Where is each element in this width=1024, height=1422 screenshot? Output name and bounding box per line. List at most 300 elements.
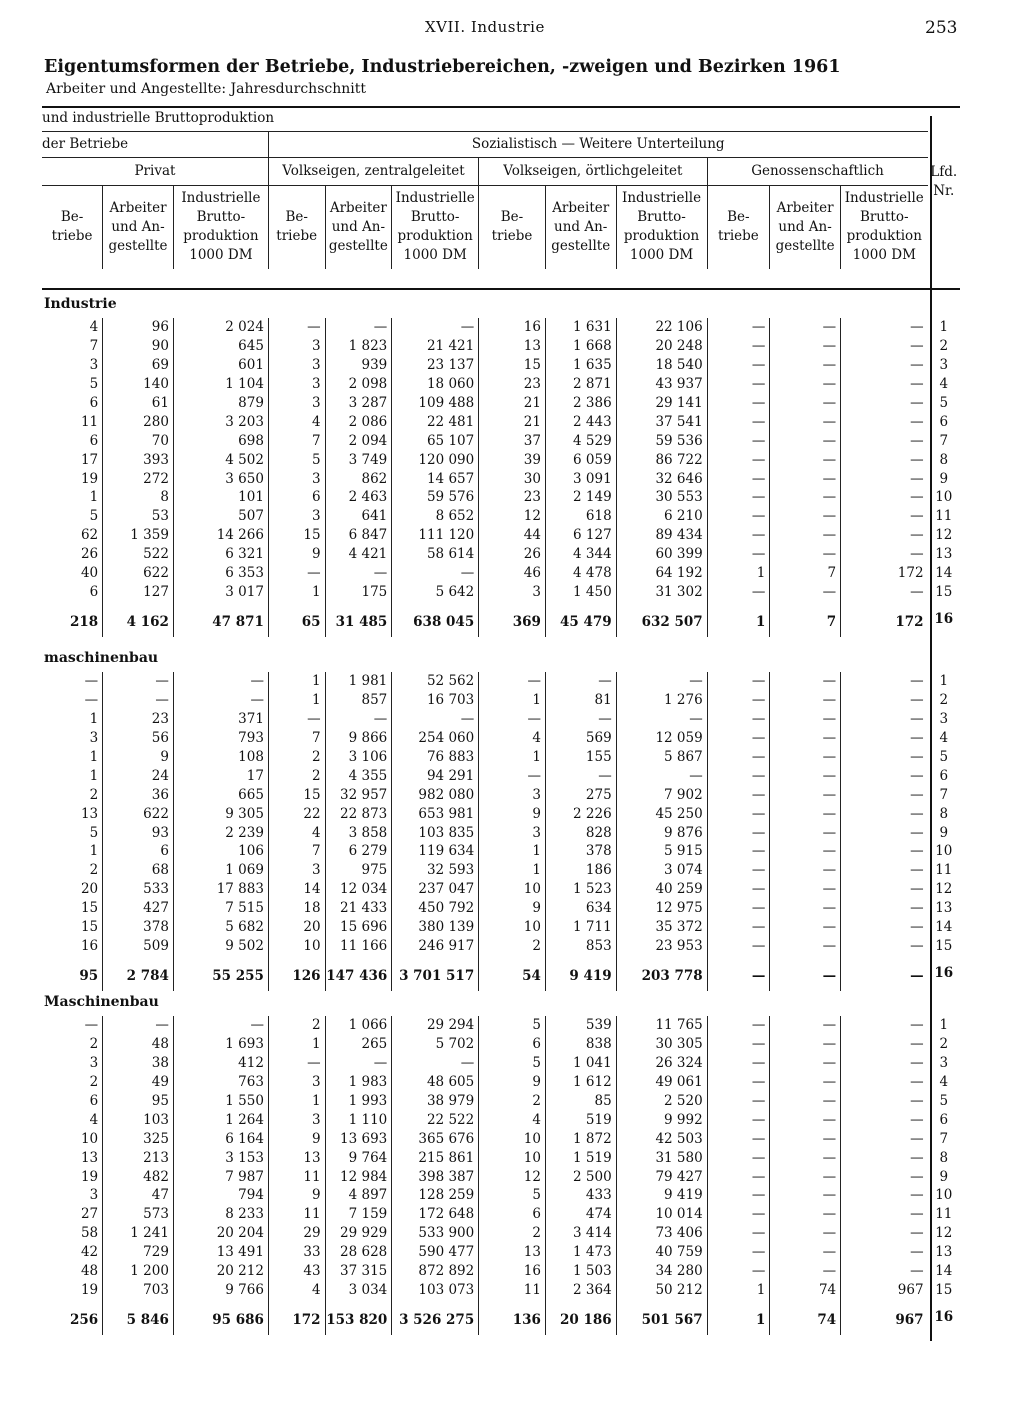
table-title: Eigentumsformen der Betriebe, Industriebereichen, -zweigen und Bezirken 1961 (44, 57, 841, 77)
table-cell: 65 107 (392, 431, 479, 450)
table-cell: 4 344 (545, 545, 616, 564)
table-cell: — (770, 899, 841, 918)
lfd-nr-cell: 9 (939, 470, 949, 487)
table-cell: — (770, 488, 841, 507)
lfd-nr-cell: 12 (935, 881, 953, 898)
group-table (42, 318, 960, 637)
lfd-nr-cell: 3 (939, 711, 949, 728)
table-cell: 85 (545, 1092, 616, 1111)
table-cell: — (841, 431, 928, 450)
table-cell: 103 (103, 1110, 174, 1129)
lfd-nr-cell: 1 (939, 1017, 949, 1034)
lfd-nr-cell: 13 (935, 900, 953, 917)
table-cell: — (707, 748, 770, 767)
table-cell: — (770, 691, 841, 710)
table-cell: — (841, 918, 928, 937)
table-cell: 9 (479, 899, 546, 918)
lfd-nr-cell: 15 (935, 937, 953, 954)
table-cell: 24 (103, 766, 174, 785)
table-row (42, 804, 960, 823)
table-cell: 9 (268, 1129, 325, 1148)
table-cell: 22 (268, 804, 325, 823)
table-cell: 11 166 (325, 936, 392, 955)
table-cell: 507 (173, 507, 268, 526)
table-cell: 522 (103, 545, 174, 564)
table-row (42, 1110, 960, 1129)
table-cell: — (707, 318, 770, 337)
table-cell: 22 106 (616, 318, 707, 337)
table-cell: 3 (479, 823, 546, 842)
table-cell: 369 (479, 601, 546, 637)
table-cell: 13 (479, 1243, 546, 1262)
table-cell: 2 500 (545, 1167, 616, 1186)
table-cell: 5 702 (392, 1035, 479, 1054)
table-cell: 1 (479, 842, 546, 861)
table-cell: — (707, 526, 770, 545)
table-cell: 4 (89, 319, 99, 336)
lfd-nr-cell: 2 (939, 338, 949, 355)
table-cell: 2 149 (545, 488, 616, 507)
table-cell: — (841, 526, 928, 545)
table-cell: — (84, 692, 99, 709)
table-cell: 29 929 (325, 1224, 392, 1243)
table-cell: 7 159 (325, 1205, 392, 1224)
table-cell: — (770, 1224, 841, 1243)
table-cell: 1 (479, 748, 546, 767)
table-cell: — (707, 785, 770, 804)
table-cell: 3 (479, 785, 546, 804)
table-cell: 4 355 (325, 766, 392, 785)
table-cell: — (616, 766, 707, 785)
table-cell: 2 024 (173, 318, 268, 337)
lfd-nr-cell: 10 (935, 843, 953, 860)
header-privat: Privat (42, 157, 268, 185)
table-cell: 50 212 (616, 1280, 707, 1299)
table-cell: 172 (268, 1299, 325, 1335)
table-cell: 31 580 (616, 1148, 707, 1167)
lfd-nr-cell: 15 (935, 583, 953, 600)
table-cell: 35 372 (616, 918, 707, 937)
table-cell: 172 (841, 601, 928, 637)
table-cell: 1 635 (545, 356, 616, 375)
table-cell: 1 (89, 843, 99, 860)
table-cell: — (707, 488, 770, 507)
table-cell: 1 550 (173, 1092, 268, 1111)
table-cell: — (707, 1167, 770, 1186)
table-cell: 21 (479, 412, 546, 431)
table-cell: 213 (103, 1148, 174, 1167)
lfd-nr-cell: 12 (935, 527, 953, 544)
table-cell: — (841, 899, 928, 918)
table-row (42, 899, 960, 918)
table-row (42, 431, 960, 450)
table-cell: — (707, 729, 770, 748)
table-row (42, 729, 960, 748)
table-cell: 6 (103, 842, 174, 861)
table-cell: — (841, 672, 928, 691)
table-cell: 3 (268, 507, 325, 526)
lfd-nr-cell: 6 (939, 413, 949, 430)
table-cell: — (770, 469, 841, 488)
table-cell: 4 162 (103, 601, 174, 637)
table-cell: — (173, 691, 268, 710)
table-cell: 398 387 (392, 1167, 479, 1186)
table-cell: 2 (268, 748, 325, 767)
table-cell: 7 (268, 431, 325, 450)
table-cell: 1 503 (545, 1262, 616, 1281)
table-cell: 10 (268, 936, 325, 955)
table-cell: 1 823 (325, 337, 392, 356)
table-cell: 519 (545, 1110, 616, 1129)
table-cell: 12 (479, 507, 546, 526)
table-cell: 16 (479, 1262, 546, 1281)
table-cell: 58 614 (392, 545, 479, 564)
table-cell: 6 321 (173, 545, 268, 564)
table-cell: 128 259 (392, 1186, 479, 1205)
table-cell: 9 764 (325, 1148, 392, 1167)
lfd-nr-cell: 7 (939, 1130, 949, 1147)
table-cell: 14 (268, 880, 325, 899)
table-cell: 6 847 (325, 526, 392, 545)
table-cell: — (707, 1243, 770, 1262)
lfd-nr-cell: 4 (939, 1074, 949, 1091)
table-cell: — (103, 691, 174, 710)
table-cell: 939 (325, 356, 392, 375)
table-cell: 265 (325, 1035, 392, 1054)
table-row (42, 748, 960, 767)
table-cell: 15 (479, 356, 546, 375)
lfd-nr-cell: 5 (939, 395, 949, 411)
lfd-nr-cell: 5 (939, 1093, 949, 1109)
table-cell: — (770, 1148, 841, 1167)
table-cell: — (707, 861, 770, 880)
lfd-nr-cell: 16 (934, 965, 954, 982)
table-cell: — (325, 710, 392, 729)
table-cell: 11 765 (616, 1016, 707, 1035)
table-cell: — (841, 1186, 928, 1205)
table-cell: — (770, 1092, 841, 1111)
table-cell: — (841, 955, 928, 991)
total-row (42, 601, 960, 637)
header-brutto: Industrielle Brutto- produktion 1000 DM (392, 185, 479, 269)
header-arbeiter: Arbeiter und An- gestellte (103, 185, 174, 269)
table-cell: 7 (770, 564, 841, 583)
table-cell: 46 (479, 564, 546, 583)
table-cell: 2 (89, 1074, 99, 1091)
table-cell: 645 (173, 337, 268, 356)
table-cell: 111 120 (392, 526, 479, 545)
table-cell: 53 (103, 507, 174, 526)
table-cell: 32 646 (616, 469, 707, 488)
table-cell: 5 867 (616, 748, 707, 767)
table-cell: 10 (479, 918, 546, 937)
lfd-nr-cell: 9 (939, 824, 949, 841)
table-cell: 378 (545, 842, 616, 861)
table-cell: — (770, 766, 841, 785)
page-header (0, 14, 1024, 40)
table-cell: 622 (103, 804, 174, 823)
table-cell: — (545, 672, 616, 691)
table-cell: 31 485 (325, 601, 392, 637)
table-row (42, 1280, 960, 1299)
table-cell: 433 (545, 1186, 616, 1205)
table-cell: 378 (103, 918, 174, 937)
table-cell: 106 (173, 842, 268, 861)
table-cell: 1 (268, 1092, 325, 1111)
header-genossenschaftlich: Genossenschaftlich (707, 157, 927, 185)
table-cell: 365 676 (392, 1129, 479, 1148)
group-table (42, 672, 960, 991)
table-cell: — (707, 1054, 770, 1073)
table-cell: 76 883 (392, 748, 479, 767)
table-cell: 237 047 (392, 880, 479, 899)
table-cell: — (707, 766, 770, 785)
table-cell: 9 866 (325, 729, 392, 748)
table-cell: 3 (268, 375, 325, 394)
table-cell: — (770, 431, 841, 450)
table-cell: 136 (479, 1299, 546, 1335)
table-row (42, 1205, 960, 1224)
table-cell: 967 (841, 1299, 928, 1335)
table-cell: 1 612 (545, 1073, 616, 1092)
table-cell: 90 (103, 337, 174, 356)
table-cell: 40 (80, 565, 99, 582)
table-row (42, 582, 960, 601)
table-cell: 37 (479, 431, 546, 450)
table-cell: 14 266 (173, 526, 268, 545)
table-cell: 3 (268, 1110, 325, 1129)
table-cell: — (770, 356, 841, 375)
table-cell: 186 (545, 861, 616, 880)
table-cell: 1 041 (545, 1054, 616, 1073)
table-cell: — (616, 672, 707, 691)
table-cell: — (841, 1262, 928, 1281)
table-cell: 3 074 (616, 861, 707, 880)
table-cell: 101 (173, 488, 268, 507)
table-cell: — (770, 507, 841, 526)
table-cell: — (841, 691, 928, 710)
table-cell: — (841, 507, 928, 526)
table-cell: 16 (80, 937, 99, 954)
table-cell: 1 519 (545, 1148, 616, 1167)
table-cell: 1 523 (545, 880, 616, 899)
table-cell: 13 (268, 1148, 325, 1167)
table-cell: 29 294 (392, 1016, 479, 1035)
table-cell: 1 359 (103, 526, 174, 545)
table-cell: 79 427 (616, 1167, 707, 1186)
table-cell: 8 233 (173, 1205, 268, 1224)
table-cell: — (707, 545, 770, 564)
table-cell: 12 034 (325, 880, 392, 899)
table-cell: 634 (545, 899, 616, 918)
table-cell: 4 (89, 1111, 99, 1128)
table-cell: 5 846 (103, 1299, 174, 1335)
table-cell: 1 200 (103, 1262, 174, 1281)
table-cell: 74 (770, 1299, 841, 1335)
table-cell: 59 536 (616, 431, 707, 450)
table-cell: — (841, 1092, 928, 1111)
table-cell: 48 (103, 1035, 174, 1054)
table-cell: 729 (103, 1243, 174, 1262)
table-cell: 38 (103, 1054, 174, 1073)
table-cell: 21 (479, 394, 546, 413)
table-cell: 641 (325, 507, 392, 526)
table-cell: — (841, 356, 928, 375)
table-cell: 838 (545, 1035, 616, 1054)
table-cell: — (770, 1262, 841, 1281)
table-cell: 4 (479, 729, 546, 748)
table-cell: — (707, 337, 770, 356)
table-cell: — (841, 1110, 928, 1129)
table-cell: 3 (89, 1187, 99, 1204)
table-cell: 653 981 (392, 804, 479, 823)
table-cell: 15 (268, 785, 325, 804)
table-cell: 3 287 (325, 394, 392, 413)
table-cell: — (392, 564, 479, 583)
table-cell: 62 (80, 527, 99, 544)
table-cell: 482 (103, 1167, 174, 1186)
table-cell: 2 871 (545, 375, 616, 394)
table-cell: — (707, 1035, 770, 1054)
table-cell: 15 (80, 919, 99, 936)
lfd-nr-cell: 2 (939, 692, 949, 709)
table-cell: 1 (479, 861, 546, 880)
header-betriebe: Be- triebe (268, 185, 325, 269)
table-cell: — (770, 450, 841, 469)
table-cell: 15 696 (325, 918, 392, 937)
table-cell: 1 110 (325, 1110, 392, 1129)
table-cell: 1 983 (325, 1073, 392, 1092)
table-cell: 17 883 (173, 880, 268, 899)
table-row (42, 785, 960, 804)
table-cell: 982 080 (392, 785, 479, 804)
lfd-nr-cell: 2 (939, 1036, 949, 1053)
table-cell: 1 473 (545, 1243, 616, 1262)
table-cell: 22 873 (325, 804, 392, 823)
table-cell: 4 897 (325, 1186, 392, 1205)
lfd-nr-cell: 16 (934, 1309, 954, 1326)
table-cell: — (841, 1205, 928, 1224)
table-row (42, 842, 960, 861)
table-cell: 61 (103, 394, 174, 413)
total-row (42, 955, 960, 991)
table-cell: — (841, 766, 928, 785)
table-cell: — (770, 1186, 841, 1205)
table-cell: 794 (173, 1186, 268, 1205)
table-cell: 3 203 (173, 412, 268, 431)
table-cell: — (707, 412, 770, 431)
table-cell: — (707, 394, 770, 413)
table-cell: 828 (545, 823, 616, 842)
table-cell: 3 858 (325, 823, 392, 842)
table-cell: 573 (103, 1205, 174, 1224)
table-cell: 26 (80, 546, 99, 563)
table-cell: 9 766 (173, 1280, 268, 1299)
table-cell: 30 (479, 469, 546, 488)
table-cell: 3 701 517 (392, 955, 479, 991)
table-cell: 3 (268, 469, 325, 488)
table-cell: 2 (89, 786, 99, 803)
table-cell: 9 419 (616, 1186, 707, 1205)
table-cell: — (707, 823, 770, 842)
table-cell: 5 915 (616, 842, 707, 861)
table-row (42, 672, 960, 691)
table-cell: 5 (89, 508, 99, 525)
table-cell: 9 (268, 1186, 325, 1205)
table-cell: 9 305 (173, 804, 268, 823)
table-cell: 44 (479, 526, 546, 545)
table-cell: 3 526 275 (392, 1299, 479, 1335)
table-cell: 4 421 (325, 545, 392, 564)
table-cell: 26 (479, 545, 546, 564)
header-betriebe-group: der Betriebe (42, 131, 268, 157)
table-cell: 10 014 (616, 1205, 707, 1224)
table-cell: — (770, 1205, 841, 1224)
table-cell: 126 (268, 955, 325, 991)
table-cell: — (707, 936, 770, 955)
table-cell: 2 443 (545, 412, 616, 431)
table-cell: 23 (479, 375, 546, 394)
table-cell: 9 (103, 748, 174, 767)
table-cell: 5 642 (392, 582, 479, 601)
total-row (42, 1299, 960, 1335)
table-cell: — (841, 710, 928, 729)
table-cell: 28 628 (325, 1243, 392, 1262)
table-cell: — (841, 1148, 928, 1167)
table-cell: 49 061 (616, 1073, 707, 1092)
table-cell: 49 (103, 1073, 174, 1092)
header-betriebe: Be- triebe (479, 185, 546, 269)
table-cell: 3 091 (545, 469, 616, 488)
table-cell: 140 (103, 375, 174, 394)
table-row (42, 394, 960, 413)
table-cell: 412 (173, 1054, 268, 1073)
table-cell: 3 106 (325, 748, 392, 767)
table-cell: — (770, 785, 841, 804)
table-cell: — (770, 804, 841, 823)
table-cell: — (707, 469, 770, 488)
header-volkseigen-zentral: Volkseigen, zentralgeleitet (268, 157, 478, 185)
table-cell: 10 (479, 1129, 546, 1148)
table-cell: — (707, 1224, 770, 1243)
table-cell: 2 364 (545, 1280, 616, 1299)
table-cell: 5 (479, 1054, 546, 1073)
table-cell: 69 (103, 356, 174, 375)
table-cell: 6 279 (325, 842, 392, 861)
table-cell: — (545, 766, 616, 785)
table-cell: 58 (80, 1225, 99, 1242)
table-cell: 393 (103, 450, 174, 469)
table-cell: 256 (69, 1312, 99, 1329)
table-cell: — (707, 691, 770, 710)
table-cell: — (770, 918, 841, 937)
lfd-nr-cell: 14 (935, 565, 953, 582)
table-cell: — (770, 729, 841, 748)
table-cell: — (707, 582, 770, 601)
table-row (42, 526, 960, 545)
table-cell: — (770, 672, 841, 691)
table-row (42, 1243, 960, 1262)
table-cell: 155 (545, 748, 616, 767)
table-cell: 590 477 (392, 1243, 479, 1262)
table-cell: 3 017 (173, 582, 268, 601)
table-cell: 6 (268, 488, 325, 507)
table-cell: 3 (89, 1055, 99, 1072)
table-cell: 218 (69, 614, 99, 631)
table-cell: — (770, 936, 841, 955)
table-cell: — (707, 1110, 770, 1129)
table-cell: 450 792 (392, 899, 479, 918)
